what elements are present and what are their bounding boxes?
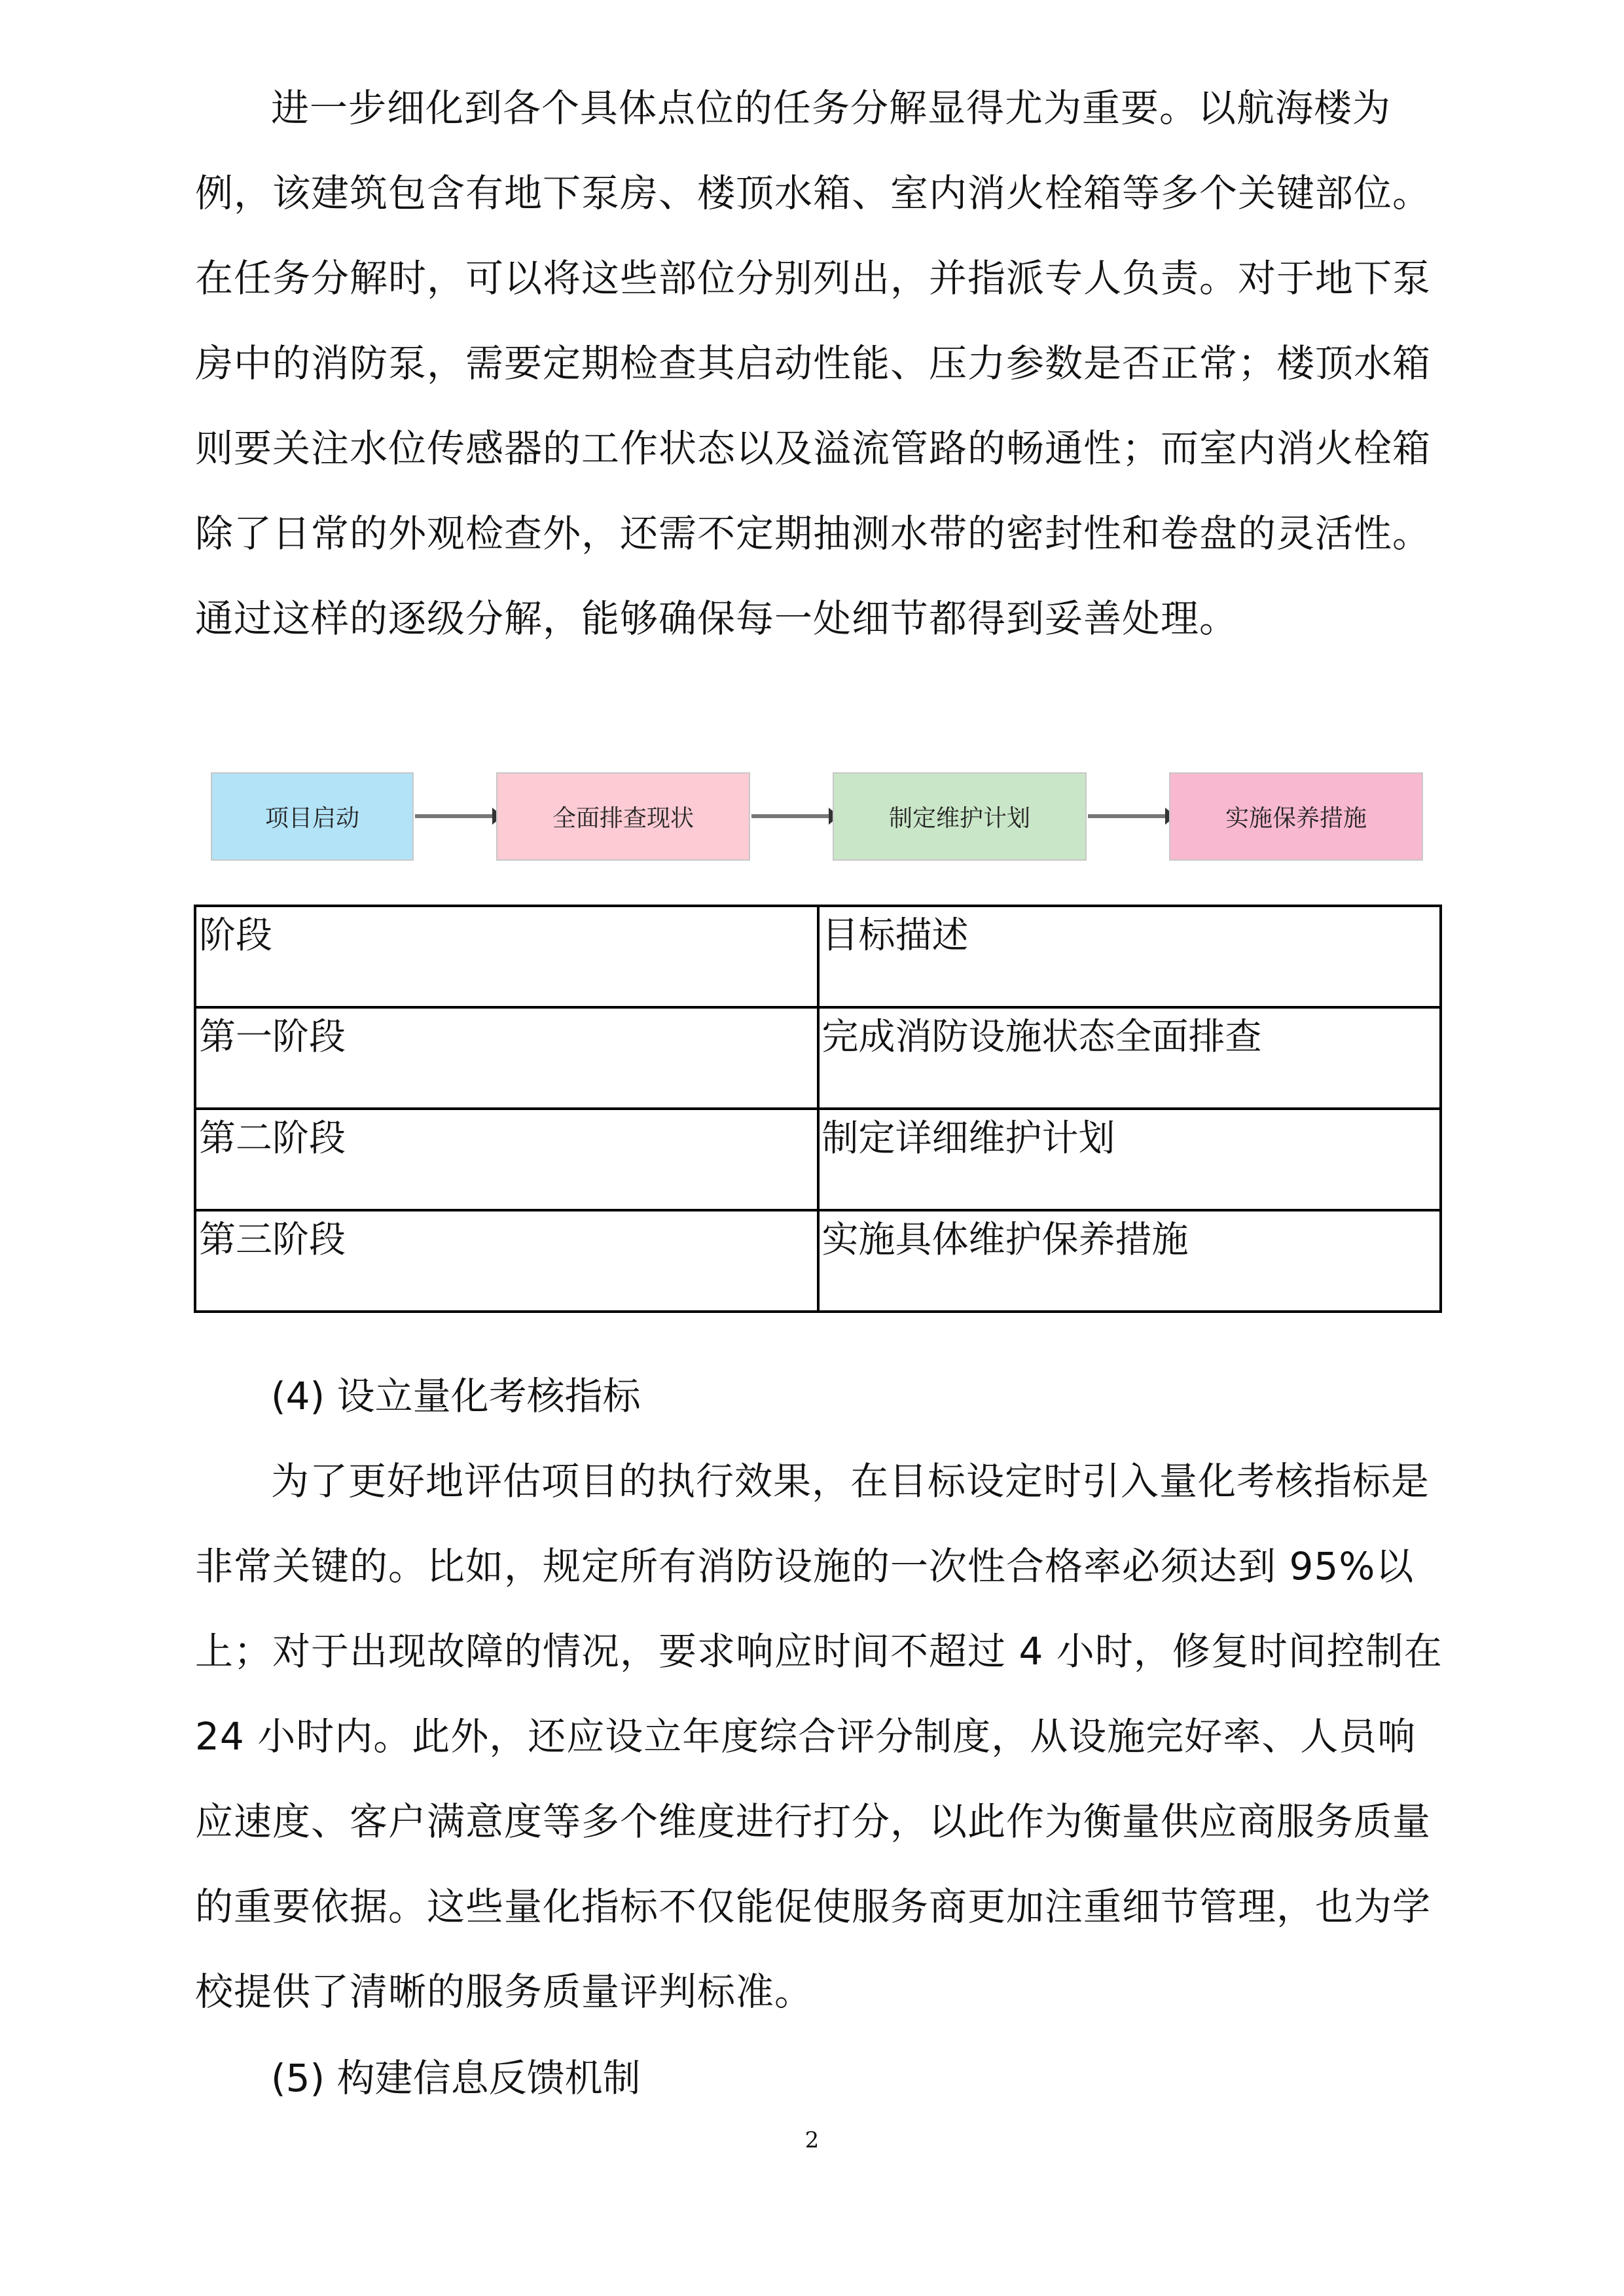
table-row	[195, 1210, 1441, 1312]
table-header-row	[195, 906, 1441, 1007]
table-cell: 第一阶段	[195, 1007, 818, 1109]
text-line: 应速度、客户满意度等多个维度进行打分，以此作为衡量供应商服务质量	[195, 1799, 1432, 1844]
table-row	[195, 1109, 1441, 1210]
page-number: 2	[804, 2127, 820, 2153]
text-line: 24 小时内。此外，还应设立年度综合评分制度，从设施完好率、人员响	[195, 1714, 1416, 1759]
flow-step-label: 全面排查现状	[552, 805, 694, 832]
flow-step-maintenance-plan	[833, 772, 1087, 861]
flow-step-full-inspection	[496, 772, 750, 861]
table-header-cell: 目标描述	[818, 906, 1441, 1007]
table-cell: 第三阶段	[195, 1210, 818, 1312]
table-row	[195, 1007, 1441, 1109]
table-cell: 制定详细维护计划	[818, 1109, 1441, 1210]
text-line: 为了更好地评估项目的执行效果，在目标设定时引入量化考核指标是	[271, 1459, 1430, 1503]
paragraph-task-decomposition	[195, 65, 1432, 661]
arrow-right-icon	[751, 814, 830, 818]
text-line: 通过这样的逐级分解，能够确保每一处细节都得到妥善处理。	[195, 596, 1238, 641]
process-flowchart	[211, 772, 1423, 861]
stage-goals-table	[194, 905, 1442, 1313]
text-line: 房中的消防泵，需要定期检查其启动性能、压力参数是否正常；楼顶水箱	[195, 341, 1432, 386]
text-line: 的重要依据。这些量化指标不仅能促使服务商更加注重细节管理，也为学	[195, 1884, 1432, 1929]
flow-step-label: 实施保养措施	[1225, 805, 1367, 832]
paragraph-quantitative-indicators	[195, 1439, 1443, 2034]
text-line: 非常关键的。比如，规定所有消防设施的一次性合格率必须达到 95%以	[195, 1544, 1415, 1588]
flow-step-label: 项目启动	[264, 805, 359, 832]
text-line: 则要关注水位传感器的工作状态以及溢流管路的畅通性；而室内消火栓箱	[195, 426, 1432, 471]
flow-step-implement-measures	[1169, 772, 1423, 861]
arrow-right-icon	[415, 814, 494, 818]
table-cell: 实施具体维护保养措施	[818, 1210, 1441, 1312]
text-line: 除了日常的外观检查外，还需不定期抽测水带的密封性和卷盘的灵活性。	[195, 511, 1432, 556]
table-cell: 完成消防设施状态全面排查	[818, 1007, 1441, 1109]
section-heading-4: (4) 设立量化考核指标	[271, 1374, 641, 1418]
text-line: 进一步细化到各个具体点位的任务分解显得尤为重要。以航海楼为	[271, 86, 1392, 130]
arrow-right-icon	[1088, 814, 1166, 818]
text-line: 校提供了清晰的服务质量评判标准。	[195, 1969, 814, 2014]
flow-step-label: 制定维护计划	[888, 805, 1030, 832]
table-cell: 第二阶段	[195, 1109, 818, 1210]
flow-step-project-start	[211, 772, 414, 861]
table-header-cell: 阶段	[195, 906, 818, 1007]
text-line: 例，该建筑包含有地下泵房、楼顶水箱、室内消火栓箱等多个关键部位。	[195, 171, 1432, 215]
text-line: 在任务分解时，可以将这些部位分别列出，并指派专人负责。对于地下泵	[195, 256, 1432, 300]
text-line: 上；对于出现故障的情况，要求响应时间不超过 4 小时，修复时间控制在	[195, 1629, 1443, 1674]
section-heading-5: (5) 构建信息反馈机制	[271, 2056, 641, 2100]
